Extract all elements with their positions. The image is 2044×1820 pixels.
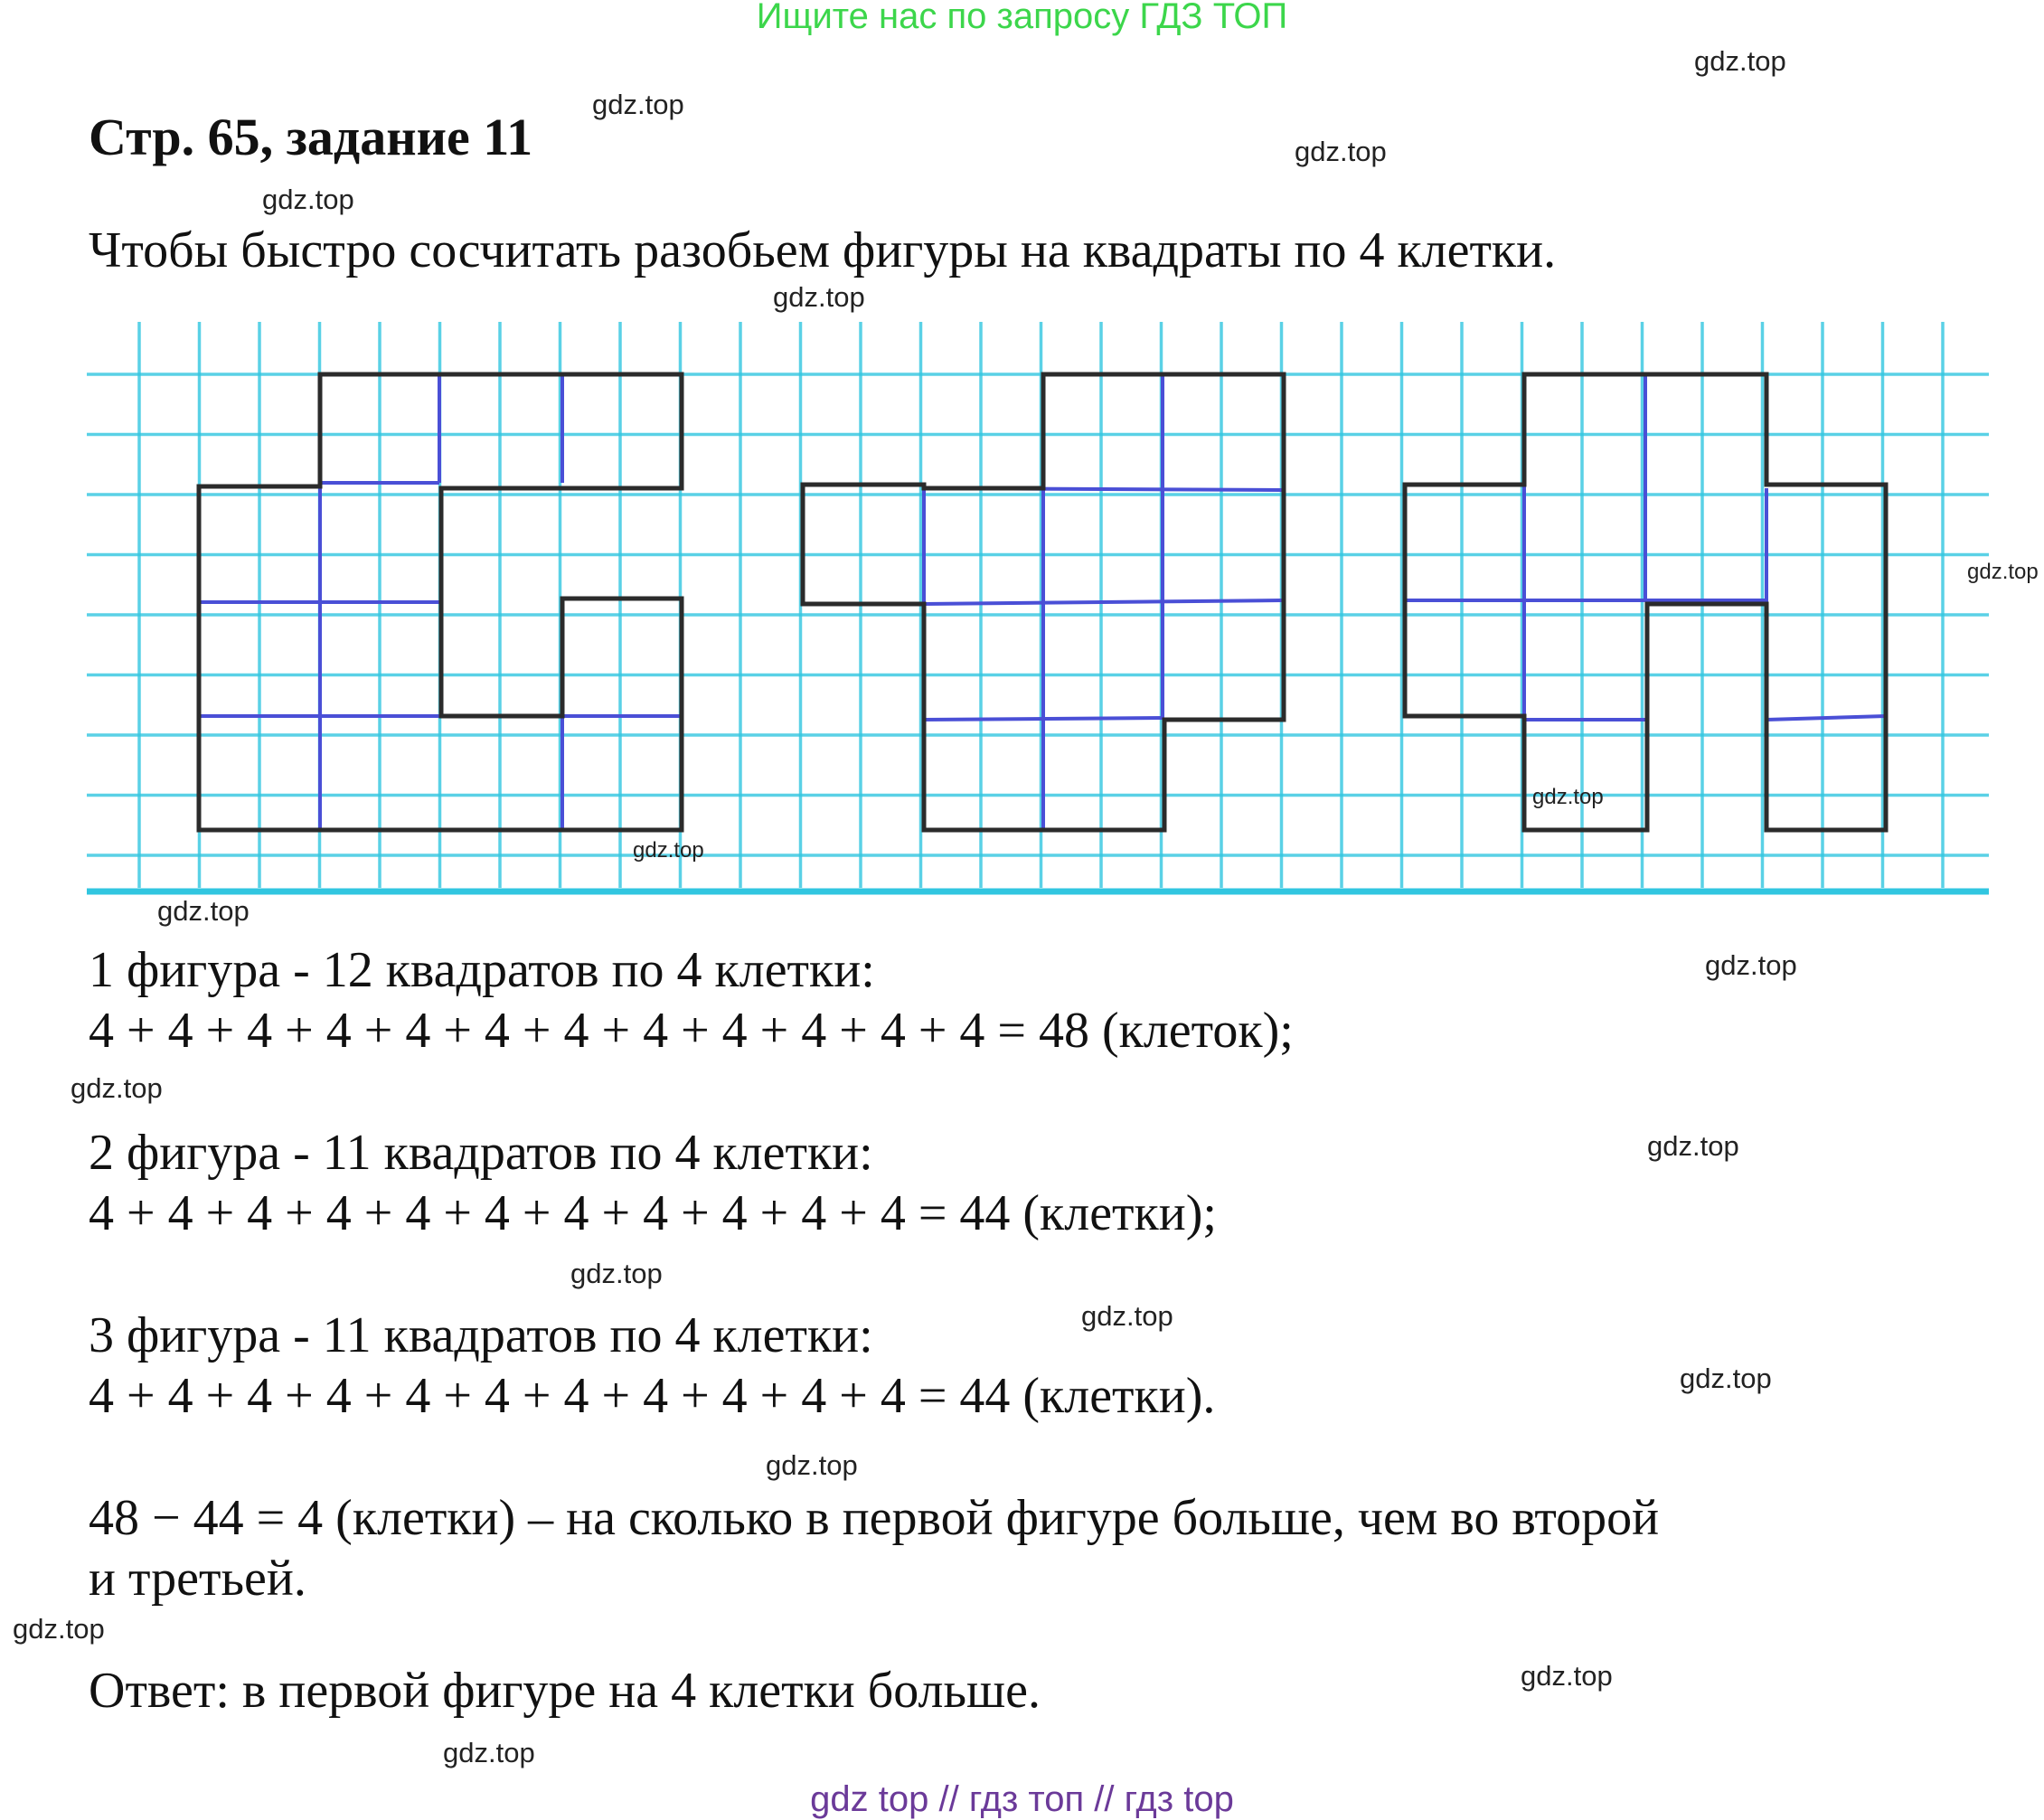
watermark: gdz.top [1295, 136, 1387, 167]
graph-paper-grid [87, 322, 1989, 891]
watermark: gdz.top [443, 1737, 535, 1768]
watermark: gdz.top [1967, 560, 2039, 584]
watermark: gdz.top [157, 895, 250, 927]
figure-1-sum: 4 + 4 + 4 + 4 + 4 + 4 + 4 + 4 + 4 + 4 + 4 + 4 = 48 (клеток); [89, 1003, 1294, 1059]
watermark: gdz.top [1680, 1363, 1772, 1394]
watermark: gdz.top [773, 281, 865, 313]
figure-2-sum: 4 + 4 + 4 + 4 + 4 + 4 + 4 + 4 + 4 + 4 + 4 = 44 (клетки); [89, 1185, 1217, 1241]
figure-2-outline [803, 374, 1284, 830]
grid-figures-illustration [87, 322, 1989, 897]
watermark: gdz.top [570, 1258, 663, 1289]
watermark: gdz.top [1647, 1130, 1739, 1162]
watermark: gdz.top [262, 184, 354, 215]
figure-1-label: 1 фигура - 12 квадратов по 4 клетки: [89, 942, 875, 998]
watermark: gdz.top [1705, 949, 1797, 981]
watermark: gdz.top [1694, 45, 1786, 77]
search-banner: Ищите нас по запросу ГДЗ ТОП [756, 0, 1288, 36]
figure-2-label: 2 фигура - 11 квадратов по 4 клетки: [89, 1125, 873, 1181]
figure-3-label: 3 фигура - 11 квадратов по 4 клетки: [89, 1307, 873, 1363]
watermark: gdz.top [766, 1449, 858, 1481]
task-intro: Чтобы быстро сосчитать разобьем фигуры на квадраты по 4 клетки. [89, 222, 1557, 278]
watermark: gdz.top [1081, 1300, 1173, 1332]
watermark: gdz.top [13, 1613, 105, 1645]
answer-text: Ответ: в первой фигуре на 4 клетки больше. [89, 1663, 1041, 1719]
watermark: gdz.top [592, 89, 684, 120]
watermark: gdz.top [1521, 1660, 1613, 1692]
figure-3-outline [1405, 374, 1886, 830]
page-title: Стр. 65, задание 11 [89, 108, 533, 166]
difference-line-2: и третьей. [89, 1551, 306, 1607]
watermark: gdz.top [633, 838, 704, 863]
footer-links: gdz top // гдз топ // гдз top [810, 1779, 1234, 1819]
figure-3-sum: 4 + 4 + 4 + 4 + 4 + 4 + 4 + 4 + 4 + 4 + 4 = 44 (клетки). [89, 1368, 1216, 1424]
watermark: gdz.top [1532, 785, 1604, 809]
watermark: gdz.top [71, 1072, 163, 1104]
difference-line-1: 48 − 44 = 4 (клетки) – на сколько в первой фигуре больше, чем во второй [89, 1490, 1660, 1546]
